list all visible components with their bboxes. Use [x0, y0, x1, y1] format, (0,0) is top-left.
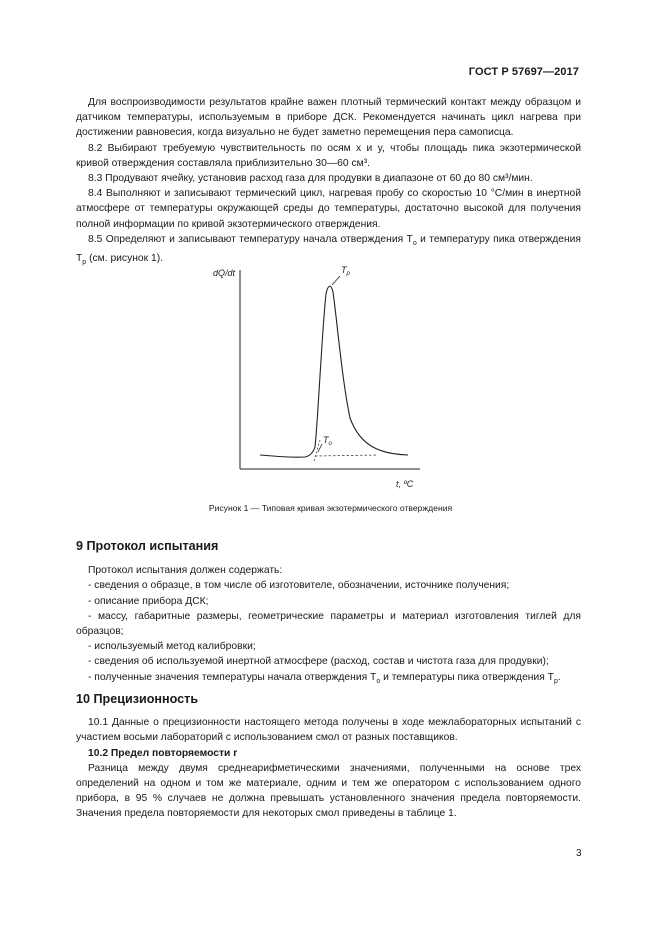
- list-item: - описание прибора ДСК;: [88, 595, 209, 607]
- exotherm-curve: [260, 286, 408, 457]
- paragraph-8-3: 8.3 Продувают ячейку, установив расход газа для продувки в диапазоне от 60 до 80 см³/мин.: [88, 173, 533, 185]
- onset-label: $T_о$: [323, 435, 332, 447]
- section-9-title: 9 Протокол испытания: [76, 539, 219, 553]
- peak-leader: [332, 276, 340, 285]
- paragraph-8-2: 8.2 Выбирают требуемую чувствительность по осям x и y, чтобы площадь пика экзотермической кривой отверждения составляла приблизительно 30—60 см³.: [76, 142, 581, 169]
- section-9-intro: Протокол испытания должен содержать:: [88, 565, 283, 577]
- document-header: ГОСТ Р 57697—2017: [468, 66, 579, 78]
- paragraph-8-4: 8.4 Выполняют и записывают термический цикл, нагревая пробу со скоростью 10 °С/мин в инертной атмосфере от температуры окружающей среды до температуры, достаточно высокой для получения полной информации по кривой экзотермического отверждения.: [76, 188, 581, 230]
- section-10-title: 10 Прецизионность: [76, 692, 199, 706]
- onset-leader: [318, 444, 322, 452]
- y-axis-label: dQ/dt: [213, 268, 236, 278]
- subsection-10-2-title: 10.2 Предел повторяемости r: [88, 747, 238, 759]
- paragraph-10-2: Разница между двумя среднеарифметическими значениями, полученными на основе трех определений на одном и том же материале, одним и тем же оператором с использованием одного прибора, в 95 % случаев не должна превышать установленного значения предела повторяемости. Значения предела повторяемости для некоторых смол приведены в таблице 1.: [76, 762, 581, 820]
- list-item: - сведения об используемой инертной атмосфере (расход, состав и чистота газа для продувки);: [88, 656, 549, 668]
- intro-text: [76, 95, 581, 270]
- page-number: 3: [576, 848, 582, 859]
- baseline-extrapolation: [315, 455, 378, 456]
- onset-tangent: [314, 440, 320, 461]
- x-axis-label: t, ºC: [396, 479, 414, 489]
- list-item: - полученные значения температуры начала отверждения $T_о$ и температуры пика отверждения $T_p$.: [88, 671, 561, 685]
- peak-label: $T_p$: [341, 265, 350, 277]
- section-10: [76, 692, 581, 822]
- paragraph-10-1: 10.1 Данные о прецизионности настоящего метода получены в ходе межлабораторных испытаний с участием восьми лабораторий с использованием смол от разных поставщиков.: [76, 717, 581, 744]
- list-item: - массу, габаритные размеры, геометрические параметры и материал изготовления тиглей для образцов;: [76, 610, 581, 638]
- paragraph-thermal-contact: Для воспроизводимости результатов крайне важен плотный термический контакт между образцом и датчиком температуры, используемым в приборе ДСК. Рекомендуется начинать цикл нагрева при достижении равновесия, когда визуально не будет заметно перемещения пера самописца.: [76, 97, 581, 139]
- figure-caption: Рисунок 1 — Типовая кривая экзотермического отверждения: [208, 503, 453, 513]
- list-item: - используемый метод калибровки;: [88, 641, 256, 653]
- paragraph-8-5: 8.5 Определяют и записывают температуру начала отверждения $T_о$ и температуру пика отверждения $T_p$ (см. рисунок 1).: [76, 233, 582, 267]
- section-9: [76, 539, 581, 689]
- list-item: - сведения о образце, в том числе об изготовителе, обозначении, источнике получения;: [88, 580, 510, 592]
